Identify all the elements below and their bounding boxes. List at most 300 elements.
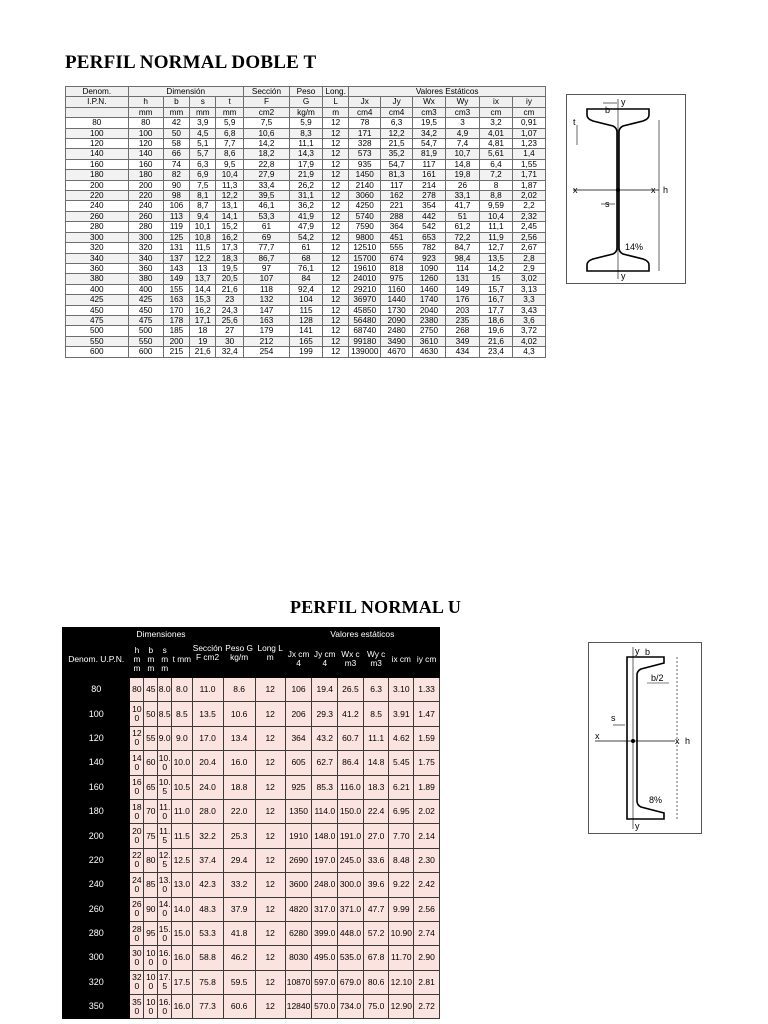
table-cell: 19,6	[480, 326, 513, 336]
upn-denom-cell: 300	[63, 946, 130, 970]
ipn-unit-header: mm	[128, 107, 163, 117]
table-cell: 10.5	[172, 775, 192, 799]
upn-diag-label-slope: 8%	[649, 795, 663, 805]
table-cell: 9,59	[480, 201, 513, 211]
table-cell: 12	[322, 295, 348, 305]
table-cell: 12	[322, 159, 348, 169]
table-cell: 9.0	[158, 726, 172, 750]
ipn-unit-header: cm	[480, 107, 513, 117]
table-cell: 61	[290, 243, 323, 253]
table-cell: 535.0	[338, 946, 364, 970]
table-cell: 3,3	[512, 295, 545, 305]
table-cell: 220	[130, 848, 144, 872]
upn-denom-cell: 140	[63, 751, 130, 775]
ipn-header-units-blank	[66, 107, 129, 117]
table-cell: 12	[322, 201, 348, 211]
table-cell: 29.4	[223, 848, 255, 872]
table-cell: 98	[163, 191, 189, 201]
table-cell: 104	[290, 295, 323, 305]
table-cell: 278	[413, 191, 446, 201]
table-cell: 17,9	[290, 159, 323, 169]
table-cell: 12.5	[158, 848, 172, 872]
table-cell: 39.6	[363, 873, 389, 897]
table-cell: 2.81	[414, 970, 440, 994]
table-cell: 1.89	[414, 775, 440, 799]
ipn-col-header: G	[290, 97, 323, 107]
table-cell: 5,7	[190, 149, 216, 159]
upn-denom-cell: 350	[63, 995, 130, 1019]
table-cell: 12	[255, 848, 285, 872]
ipn-table	[65, 86, 546, 358]
table-cell: 61	[243, 222, 289, 232]
table-cell: 2,56	[512, 232, 545, 242]
table-cell: 86.4	[338, 751, 364, 775]
table-cell: 14.0	[172, 897, 192, 921]
table-cell: 22.0	[223, 799, 255, 823]
table-cell: 70	[144, 799, 158, 823]
table-cell: 143	[163, 263, 189, 273]
table-cell: 6280	[285, 921, 312, 945]
table-cell: 60.7	[338, 726, 364, 750]
table-cell: 1910	[285, 824, 312, 848]
table-cell: 442	[413, 211, 446, 221]
table-cell: 46,1	[243, 201, 289, 211]
table-cell: 58	[163, 139, 189, 149]
upn-col-header: ix cm	[389, 641, 414, 678]
table-cell: 10.5	[158, 775, 172, 799]
table-cell: 114	[445, 263, 479, 273]
table-cell: 75.0	[363, 995, 389, 1019]
table-cell: 653	[413, 232, 446, 242]
table-cell: 12	[255, 702, 285, 726]
upn-diag-label-y-top: y	[635, 646, 640, 656]
table-cell: 12	[322, 336, 348, 346]
ipn-denom-cell: 360	[66, 263, 129, 273]
table-cell: 8.0	[172, 678, 192, 702]
table-cell: 235	[445, 315, 479, 325]
table-cell: 600	[128, 347, 163, 357]
table-cell: 350	[130, 995, 144, 1019]
table-cell: 7.70	[389, 824, 414, 848]
table-cell: 4,3	[512, 347, 545, 357]
table-cell: 62.7	[312, 751, 338, 775]
table-cell: 33.2	[223, 873, 255, 897]
table-row	[66, 118, 546, 128]
table-cell: 60.6	[223, 995, 255, 1019]
upn-title: PERFIL NORMAL U	[290, 597, 462, 617]
table-cell: 8030	[285, 946, 312, 970]
table-cell: 155	[163, 284, 189, 294]
table-cell: 12	[255, 897, 285, 921]
table-cell: 50	[144, 702, 158, 726]
upn-diag-label-x-left: x	[595, 731, 600, 741]
table-cell: 120	[130, 726, 144, 750]
table-cell: 17.5	[172, 970, 192, 994]
ipn-denom-cell: 220	[66, 191, 129, 201]
upn-col-header: s mm	[158, 641, 172, 678]
upn-diag-label-h: h	[685, 736, 691, 746]
table-cell: 6,9	[190, 170, 216, 180]
table-cell: 2.14	[414, 824, 440, 848]
ipn-col-header: L	[322, 97, 348, 107]
ipn-denom-cell: 340	[66, 253, 129, 263]
table-row	[66, 295, 546, 305]
table-cell: 1260	[413, 274, 446, 284]
table-cell: 1,07	[512, 128, 545, 138]
table-cell: 42.3	[192, 873, 223, 897]
table-cell: 674	[381, 253, 413, 263]
table-cell: 125	[163, 232, 189, 242]
table-cell: 7,2	[480, 170, 513, 180]
table-cell: 254	[243, 347, 289, 357]
table-cell: 679.0	[338, 970, 364, 994]
table-cell: 5,9	[216, 118, 243, 128]
table-cell: 161	[413, 170, 446, 180]
table-cell: 6.95	[389, 799, 414, 823]
table-cell: 550	[128, 336, 163, 346]
ipn-col-header: Jx	[349, 97, 381, 107]
upn-denom-cell: 180	[63, 799, 130, 823]
table-cell: 1460	[413, 284, 446, 294]
table-cell: 148.0	[312, 824, 338, 848]
table-cell: 1450	[349, 170, 381, 180]
table-cell: 6,3	[381, 118, 413, 128]
table-cell: 8.0	[158, 678, 172, 702]
ipn-diag-label-x-right: x	[651, 185, 656, 195]
ipn-denom-cell: 380	[66, 274, 129, 284]
table-cell: 16.0	[158, 946, 172, 970]
table-cell: 9,5	[216, 159, 243, 169]
table-cell: 48.3	[192, 897, 223, 921]
table-cell: 33,1	[445, 191, 479, 201]
upn-header-dimensiones: Dimensiones	[130, 628, 192, 641]
table-cell: 18,3	[216, 253, 243, 263]
table-cell: 77,7	[243, 243, 289, 253]
upn-col-header: Jy cm4	[312, 641, 338, 678]
table-cell: 1.59	[414, 726, 440, 750]
ipn-header-seccion: Sección	[243, 87, 289, 97]
table-cell: 3,9	[190, 118, 216, 128]
upn-col-header: Wx cm3	[338, 641, 364, 678]
table-cell: 18	[190, 326, 216, 336]
ipn-diag-label-slope: 14%	[625, 242, 644, 252]
table-cell: 80	[128, 118, 163, 128]
table-cell: 17,7	[480, 305, 513, 315]
table-cell: 12.90	[389, 995, 414, 1019]
table-cell: 14,4	[190, 284, 216, 294]
upn-col-header: b mm	[144, 641, 158, 678]
table-cell: 150.0	[338, 799, 364, 823]
table-cell: 573	[349, 149, 381, 159]
table-cell: 61,2	[445, 222, 479, 232]
upn-header-peso: Peso G kg/m	[223, 628, 255, 678]
upn-denom-cell: 100	[63, 702, 130, 726]
table-cell: 80.6	[363, 970, 389, 994]
table-cell: 11,3	[216, 180, 243, 190]
table-cell: 37.4	[192, 848, 223, 872]
table-cell: 4.62	[389, 726, 414, 750]
table-cell: 0,91	[512, 118, 545, 128]
table-cell: 197.0	[312, 848, 338, 872]
ipn-denom-cell: 160	[66, 159, 129, 169]
table-cell: 35,2	[381, 149, 413, 159]
table-cell: 80	[144, 848, 158, 872]
table-cell: 162	[381, 191, 413, 201]
table-cell: 935	[349, 159, 381, 169]
table-row	[63, 751, 440, 775]
table-cell: 119	[163, 222, 189, 232]
table-cell: 53.3	[192, 921, 223, 945]
table-row	[63, 678, 440, 702]
table-cell: 212	[243, 336, 289, 346]
table-cell: 12	[322, 263, 348, 273]
table-cell: 75.8	[192, 970, 223, 994]
table-cell: 80	[130, 678, 144, 702]
table-cell: 9.22	[389, 873, 414, 897]
table-cell: 6.3	[363, 678, 389, 702]
upn-denom-cell: 160	[63, 775, 130, 799]
table-cell: 8.5	[158, 702, 172, 726]
table-cell: 12	[255, 678, 285, 702]
table-cell: 245.0	[338, 848, 364, 872]
table-cell: 2690	[285, 848, 312, 872]
table-cell: 90	[144, 897, 158, 921]
ipn-title: PERFIL NORMAL DOBLE T	[65, 52, 317, 73]
table-row	[63, 848, 440, 872]
table-cell: 21,6	[216, 284, 243, 294]
table-cell: 1160	[381, 284, 413, 294]
table-cell: 10,4	[480, 211, 513, 221]
table-row	[66, 284, 546, 294]
ipn-unit-header: cm4	[349, 107, 381, 117]
table-cell: 17,3	[216, 243, 243, 253]
table-cell: 179	[243, 326, 289, 336]
table-cell: 16.0	[172, 946, 192, 970]
table-cell: 349	[445, 336, 479, 346]
table-cell: 10,4	[216, 170, 243, 180]
ipn-unit-header: cm3	[413, 107, 446, 117]
table-cell: 12510	[349, 243, 381, 253]
table-cell: 14,3	[290, 149, 323, 159]
ipn-unit-header: cm2	[243, 107, 289, 117]
ipn-header-valores: Valores Estáticos	[349, 87, 546, 97]
table-row	[66, 274, 546, 284]
ipn-col-header: Wy	[445, 97, 479, 107]
table-cell: 16,7	[480, 295, 513, 305]
table-cell: 21,5	[381, 139, 413, 149]
table-cell: 12	[322, 347, 348, 357]
table-row	[66, 253, 546, 263]
table-cell: 12	[322, 118, 348, 128]
table-cell: 364	[285, 726, 312, 750]
ipn-diag-label-s: s	[605, 199, 610, 209]
table-cell: 31,1	[290, 191, 323, 201]
table-row	[66, 326, 546, 336]
table-cell: 15,3	[190, 295, 216, 305]
table-cell: 3060	[349, 191, 381, 201]
table-cell: 20.4	[192, 751, 223, 775]
upn-section-diagram	[588, 642, 702, 834]
table-cell: 360	[128, 263, 163, 273]
table-cell: 85	[144, 873, 158, 897]
table-row	[66, 170, 546, 180]
table-cell: 32,4	[216, 347, 243, 357]
ipn-col-header: h	[128, 97, 163, 107]
table-cell: 12	[322, 305, 348, 315]
table-cell: 12	[255, 946, 285, 970]
table-cell: 41.2	[338, 702, 364, 726]
table-cell: 542	[413, 222, 446, 232]
table-cell: 33,4	[243, 180, 289, 190]
table-cell: 72,2	[445, 232, 479, 242]
ipn-diag-label-x-left: x	[573, 185, 578, 195]
table-cell: 160	[130, 775, 144, 799]
table-cell: 137	[163, 253, 189, 263]
table-cell: 434	[445, 347, 479, 357]
table-cell: 13,1	[216, 201, 243, 211]
table-cell: 300	[128, 232, 163, 242]
table-cell: 45850	[349, 305, 381, 315]
table-cell: 200	[130, 824, 144, 848]
table-cell: 98,4	[445, 253, 479, 263]
ipn-unit-header: mm	[163, 107, 189, 117]
table-cell: 1440	[381, 295, 413, 305]
table-cell: 12	[322, 170, 348, 180]
table-cell: 2.02	[414, 799, 440, 823]
table-cell: 1,87	[512, 180, 545, 190]
upn-denom-cell: 320	[63, 970, 130, 994]
table-cell: 240	[130, 873, 144, 897]
ipn-diag-label-t: t	[573, 117, 576, 127]
upn-denom-cell: 280	[63, 921, 130, 945]
ipn-denom-cell: 140	[66, 149, 129, 159]
table-row	[63, 873, 440, 897]
upn-diag-label-y-bottom: y	[635, 821, 640, 831]
ipn-denom-cell: 475	[66, 315, 129, 325]
table-cell: 140	[130, 751, 144, 775]
ipn-section-diagram	[566, 94, 686, 284]
table-cell: 320	[130, 970, 144, 994]
table-cell: 6,3	[190, 159, 216, 169]
table-cell: 340	[128, 253, 163, 263]
upn-header-denom: Denom. U.P.N.	[63, 641, 130, 678]
table-row	[63, 799, 440, 823]
table-cell: 54,2	[290, 232, 323, 242]
table-cell: 2.74	[414, 921, 440, 945]
table-cell: 14,8	[445, 159, 479, 169]
table-cell: 120	[128, 139, 163, 149]
table-cell: 14.0	[158, 897, 172, 921]
table-cell: 18,6	[480, 315, 513, 325]
ipn-unit-header: cm	[512, 107, 545, 117]
table-cell: 380	[128, 274, 163, 284]
table-cell: 2,2	[512, 201, 545, 211]
table-cell: 180	[128, 170, 163, 180]
table-cell: 15.0	[172, 921, 192, 945]
table-cell: 149	[163, 274, 189, 284]
ipn-denom-cell: 550	[66, 336, 129, 346]
table-cell: 81,9	[413, 149, 446, 159]
table-cell: 77.3	[192, 995, 223, 1019]
table-cell: 54,7	[413, 139, 446, 149]
table-cell: 114.0	[312, 799, 338, 823]
table-cell: 5.45	[389, 751, 414, 775]
table-cell: 24.0	[192, 775, 223, 799]
table-cell: 13.0	[172, 873, 192, 897]
table-cell: 15700	[349, 253, 381, 263]
upn-denom-cell: 260	[63, 897, 130, 921]
table-cell: 106	[285, 678, 312, 702]
table-cell: 95	[144, 921, 158, 945]
table-cell: 5,61	[480, 149, 513, 159]
table-cell: 176	[445, 295, 479, 305]
ipn-diag-label-y-top: y	[621, 97, 626, 107]
table-cell: 23,4	[480, 347, 513, 357]
table-cell: 11,9	[480, 232, 513, 242]
table-row	[63, 726, 440, 750]
table-cell: 131	[445, 274, 479, 284]
ipn-col-header: iy	[512, 97, 545, 107]
upn-denom-cell: 200	[63, 824, 130, 848]
table-cell: 24,3	[216, 305, 243, 315]
table-cell: 42	[163, 118, 189, 128]
table-cell: 171	[349, 128, 381, 138]
table-cell: 178	[163, 315, 189, 325]
table-cell: 925	[285, 775, 312, 799]
table-cell: 39,5	[243, 191, 289, 201]
table-cell: 300	[130, 946, 144, 970]
table-cell: 11.0	[192, 678, 223, 702]
table-cell: 8	[480, 180, 513, 190]
table-cell: 100	[130, 702, 144, 726]
ipn-denom-cell: 400	[66, 284, 129, 294]
table-cell: 33.6	[363, 848, 389, 872]
table-cell: 8,7	[190, 201, 216, 211]
table-row	[66, 232, 546, 242]
table-row	[66, 243, 546, 253]
table-cell: 12	[322, 191, 348, 201]
table-cell: 5,9	[290, 118, 323, 128]
table-cell: 1730	[381, 305, 413, 315]
table-cell: 371.0	[338, 897, 364, 921]
ipn-unit-header: cm4	[381, 107, 413, 117]
table-cell: 4,02	[512, 336, 545, 346]
table-cell: 18.8	[223, 775, 255, 799]
ipn-header-long: Long.	[322, 87, 348, 97]
ipn-header-ipn: I.P.N.	[66, 97, 129, 107]
table-cell: 51	[445, 211, 479, 221]
table-cell: 12	[322, 180, 348, 190]
upn-col-header: Wy cm3	[363, 641, 389, 678]
table-cell: 206	[285, 702, 312, 726]
table-cell: 50	[163, 128, 189, 138]
table-cell: 17,1	[190, 315, 216, 325]
table-row	[63, 995, 440, 1019]
table-cell: 2,67	[512, 243, 545, 253]
table-cell: 118	[243, 284, 289, 294]
table-cell: 22,8	[243, 159, 289, 169]
table-cell: 1.33	[414, 678, 440, 702]
table-cell: 12	[255, 824, 285, 848]
table-cell: 66	[163, 149, 189, 159]
table-cell: 500	[128, 326, 163, 336]
table-cell: 36970	[349, 295, 381, 305]
table-cell: 12.5	[172, 848, 192, 872]
table-cell: 90	[163, 180, 189, 190]
table-cell: 4250	[349, 201, 381, 211]
ipn-header-peso: Peso	[290, 87, 323, 97]
table-cell: 570.0	[312, 995, 338, 1019]
